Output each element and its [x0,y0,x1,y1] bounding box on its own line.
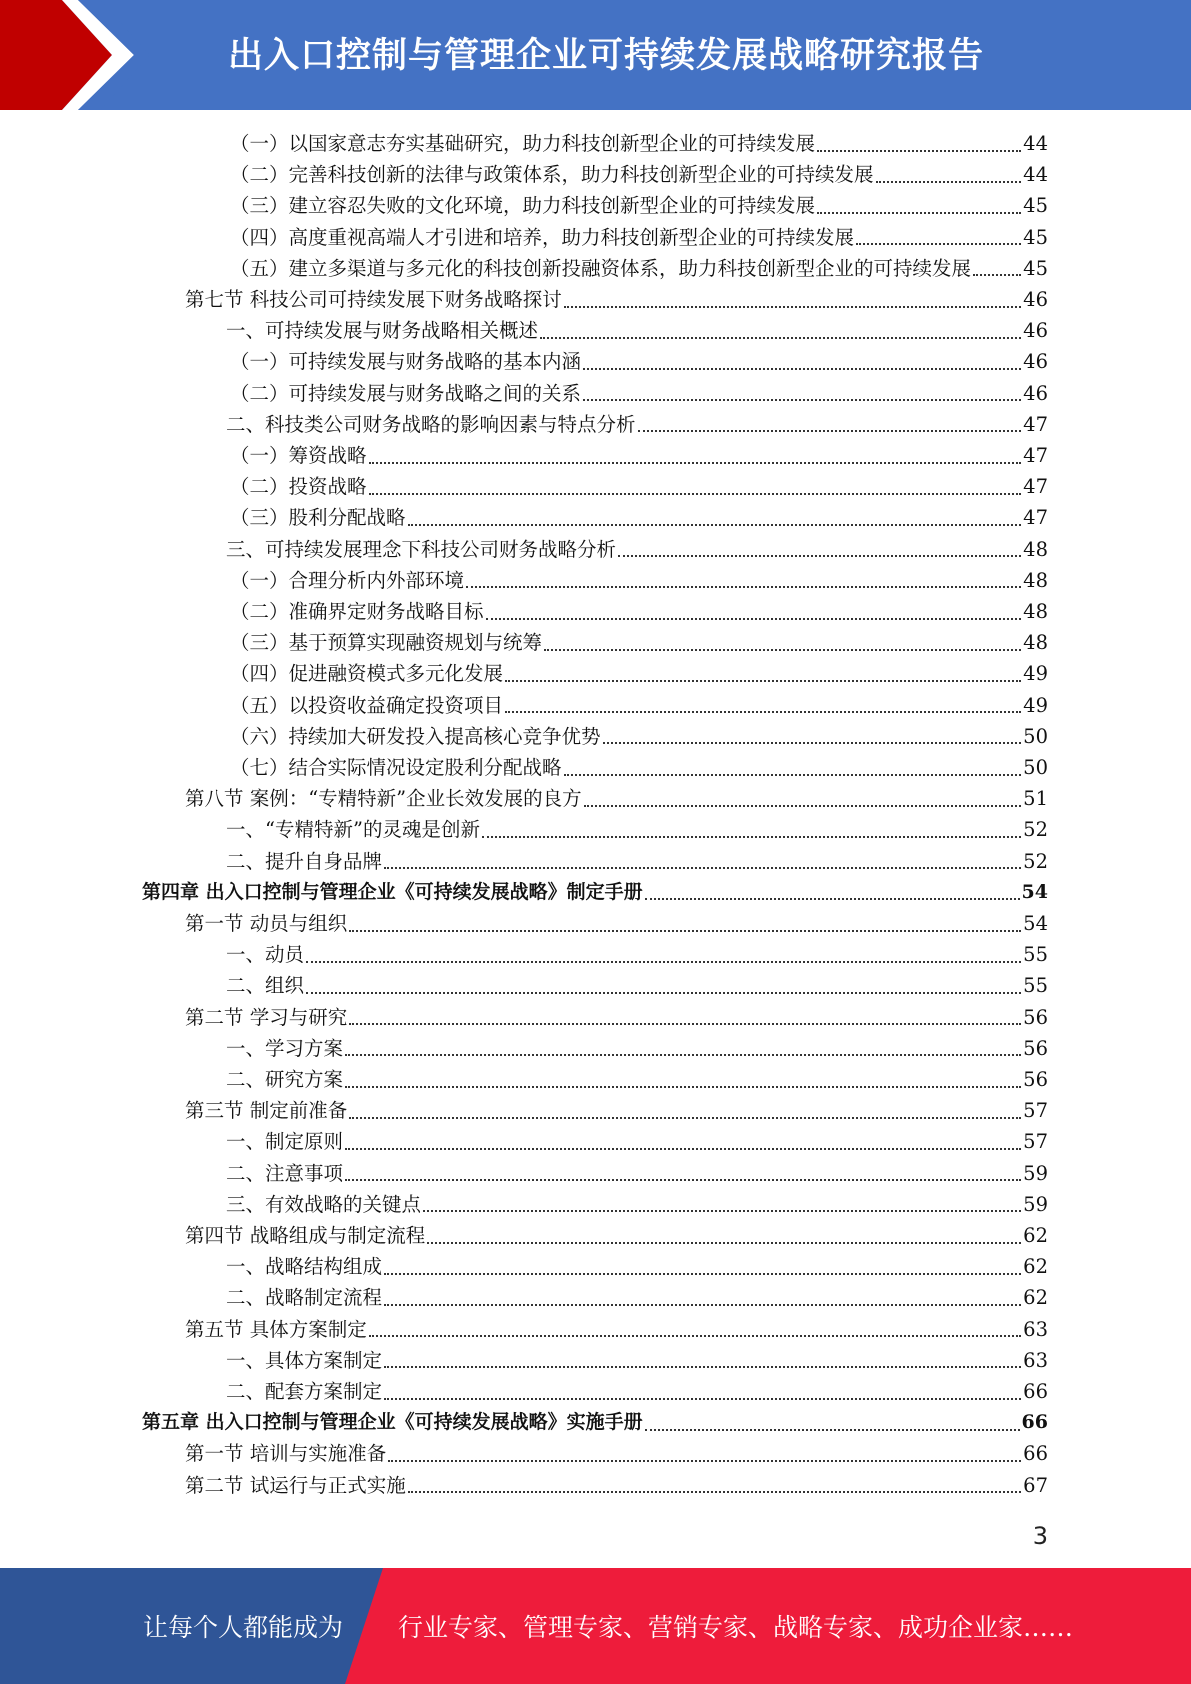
report-title: 出入口控制与管理企业可持续发展战略研究报告 [228,36,985,76]
toc-entry-title: （四）高度重视高端人才引进和培养，助力科技创新型企业的可持续发展 [230,225,855,249]
page-footer [0,1568,1191,1684]
toc-dot-leader [583,399,1021,401]
page-header [0,0,1191,110]
toc-entry[interactable] [142,877,1048,908]
toc-dot-leader [584,805,1022,807]
toc-dot-leader [423,1210,1021,1212]
toc-dot-leader [384,867,1021,869]
footer-slogan-right: 行业专家、管理专家、营销专家、战略专家、成功企业家…… [398,1613,1074,1642]
toc-entry-title: 二、研究方案 [226,1068,344,1091]
toc-entry-title: 第一节 动员与组织 [185,912,348,935]
toc-entry-page: 59 [1023,1192,1048,1216]
toc-entry-page: 67 [1023,1473,1048,1497]
toc-entry[interactable] [230,471,1048,502]
toc-dot-leader [583,368,1021,370]
toc-entry[interactable] [230,690,1048,721]
toc-entry[interactable] [230,190,1048,221]
toc-entry[interactable] [226,1251,1048,1282]
toc-entry[interactable] [185,1314,1048,1345]
toc-entry-page: 56 [1023,1068,1048,1091]
toc-entry[interactable] [185,1002,1048,1033]
toc-entry[interactable] [230,658,1048,689]
toc-entry-title: （三）股利分配战略 [230,506,406,530]
toc-dot-leader [645,1429,1020,1431]
toc-dot-leader [817,212,1021,214]
toc-entry-page: 56 [1023,1005,1048,1029]
toc-entry[interactable] [185,1438,1048,1469]
toc-entry[interactable] [230,502,1048,533]
toc-entry-title: （二）投资战略 [230,475,367,499]
toc-entry[interactable] [226,939,1048,970]
toc-entry[interactable] [230,596,1048,627]
toc-entry[interactable] [226,1033,1048,1064]
toc-entry-title: 一、学习方案 [226,1036,344,1060]
toc-entry-title: （二）可持续发展与财务战略之间的关系 [230,381,582,405]
toc-entry-page: 62 [1023,1224,1048,1247]
toc-entry[interactable] [226,1158,1048,1189]
toc-entry-page: 49 [1023,693,1048,717]
toc-entry-title: 二、科技类公司财务战略的影响因素与特点分析 [226,412,636,436]
toc-entry[interactable] [230,253,1048,284]
toc-entry[interactable] [226,1376,1048,1407]
toc-entry-title: 三、可持续发展理念下科技公司财务战略分析 [226,537,617,561]
toc-entry-title: （五）以投资收益确定投资项目 [230,693,504,717]
toc-entry-page: 52 [1023,849,1048,873]
toc-entry[interactable] [230,721,1048,752]
toc-entry-title: （四）促进融资模式多元化发展 [230,662,504,686]
toc-entry-title: 一、战略结构组成 [226,1255,383,1279]
toc-entry-page: 57 [1023,1099,1048,1123]
toc-dot-leader [603,742,1022,744]
toc-entry[interactable] [230,128,1048,159]
toc-entry[interactable] [185,1095,1048,1126]
toc-entry[interactable] [226,1282,1048,1313]
toc-entry-page: 50 [1023,724,1048,748]
toc-dot-leader [345,1179,1021,1181]
toc-entry-page: 62 [1023,1286,1048,1310]
toc-dot-leader [876,181,1022,183]
toc-entry[interactable] [230,752,1048,783]
toc-entry-page: 50 [1023,756,1048,779]
toc-dot-leader [349,930,1021,932]
toc-entry-title: （一）筹资战略 [230,444,367,467]
toc-dot-leader [306,992,1021,994]
toc-entry-title: 第五章 出入口控制与管理企业《可持续发展战略》实施手册 [142,1411,643,1434]
toc-entry-title: 二、组织 [226,974,305,998]
toc-entry[interactable] [226,846,1048,877]
toc-entry[interactable] [230,159,1048,190]
toc-entry[interactable] [226,409,1048,440]
page-number: 3 [1032,1522,1048,1550]
toc-dot-leader [638,430,1022,432]
toc-entry[interactable] [230,627,1048,658]
toc-dot-leader [486,618,1022,620]
toc-dot-leader [345,1086,1021,1088]
toc-dot-leader [408,524,1022,526]
toc-entry-title: （一）以国家意志夯实基础研究，助力科技创新型企业的可持续发展 [230,132,816,155]
toc-entry-page: 44 [1023,163,1048,187]
toc-entry-title: 一、可持续发展与财务战略相关概述 [226,319,539,343]
toc-dot-leader [349,1023,1021,1025]
toc-entry[interactable] [226,1345,1048,1376]
toc-dot-leader [345,1054,1021,1056]
toc-dot-leader [482,836,1021,838]
toc-dot-leader [564,774,1022,776]
toc-dot-leader [466,586,1021,588]
toc-entry[interactable] [230,565,1048,596]
toc-entry-title: （三）建立容忍失败的文化环境，助力科技创新型企业的可持续发展 [230,194,816,218]
toc-dot-leader [505,711,1021,713]
toc-entry-title: （一）合理分析内外部环境 [230,568,465,592]
toc-entry-title: 二、战略制定流程 [226,1286,383,1310]
toc-entry[interactable] [226,1126,1048,1157]
toc-entry-title: 第二节 学习与研究 [185,1005,348,1029]
toc-entry[interactable] [230,222,1048,253]
toc-entry-page: 47 [1023,475,1048,499]
toc-entry-page: 46 [1023,381,1048,405]
toc-entry-page: 66 [1021,1411,1048,1434]
toc-entry[interactable] [230,378,1048,409]
toc-dot-leader [505,680,1021,682]
toc-entry-page: 47 [1023,412,1048,436]
toc-entry-title: 第三节 制定前准备 [185,1099,348,1123]
toc-entry-title: 第八节 案例：“专精特新”企业长效发展的良方 [185,787,582,811]
toc-dot-leader [384,1398,1021,1400]
toc-entry[interactable] [185,1220,1048,1251]
toc-entry-page: 48 [1023,600,1048,623]
toc-entry-title: （六）持续加大研发投入提高核心竞争优势 [230,724,601,748]
toc-entry-page: 55 [1023,943,1048,967]
toc-dot-leader [384,1304,1021,1306]
toc-entry-title: 三、有效战略的关键点 [226,1192,422,1216]
toc-entry-page: 51 [1023,787,1048,811]
toc-entry-page: 63 [1023,1317,1048,1341]
toc-entry-page: 47 [1023,506,1048,530]
toc-dot-leader [645,898,1020,900]
toc-entry[interactable] [226,970,1048,1001]
toc-entry-title: 第一节 培训与实施准备 [185,1442,387,1466]
toc-entry-title: 一、“专精特新”的灵魂是创新 [226,818,480,842]
toc-entry-title: 第七节 科技公司可持续发展下财务战略探讨 [185,288,562,311]
toc-entry-page: 46 [1023,288,1048,311]
toc-dot-leader [349,1117,1021,1119]
toc-entry-title: 二、配套方案制定 [226,1380,383,1403]
toc-entry-title: 一、具体方案制定 [226,1348,383,1372]
toc-entry-title: （三）基于预算实现融资规划与统筹 [230,631,543,655]
toc-entry[interactable] [230,346,1048,377]
toc-entry-title: （二）准确界定财务战略目标 [230,600,484,623]
toc-entry-title: 第五节 具体方案制定 [185,1317,367,1341]
toc-entry[interactable] [185,908,1048,939]
toc-entry-title: （七）结合实际情况设定股利分配战略 [230,756,562,779]
toc-entry-page: 55 [1023,974,1048,998]
toc-entry[interactable] [226,534,1048,565]
toc-entry-page: 57 [1023,1130,1048,1154]
toc-entry-page: 54 [1021,880,1048,903]
footer-slogan-left: 让每个人都能成为 [143,1613,344,1642]
toc-dot-leader [369,1335,1021,1337]
toc-dot-leader [427,1242,1021,1244]
toc-dot-leader [856,243,1021,245]
toc-entry[interactable] [226,814,1048,845]
toc-entry-page: 45 [1023,225,1048,249]
toc-dot-leader [384,1366,1021,1368]
toc-entry-page: 44 [1023,132,1048,155]
toc-entry-page: 46 [1023,319,1048,343]
toc-entry-page: 49 [1023,662,1048,686]
toc-entry-page: 62 [1023,1255,1048,1279]
toc-entry[interactable] [230,440,1048,471]
toc-entry-title: （五）建立多渠道与多元化的科技创新投融资体系，助力科技创新型企业的可持续发展 [230,256,972,280]
toc-entry-title: 一、动员 [226,943,305,967]
toc-entry-page: 45 [1023,194,1048,218]
toc-dot-leader [973,274,1021,276]
toc-entry[interactable] [142,1407,1048,1438]
toc-entry-title: （二）完善科技创新的法律与政策体系，助力科技创新型企业的可持续发展 [230,163,874,187]
toc-entry-page: 45 [1023,256,1048,280]
toc-entry-page: 46 [1023,350,1048,374]
toc-dot-leader [384,1273,1021,1275]
toc-entry[interactable] [226,1189,1048,1220]
toc-entry[interactable] [185,1470,1048,1501]
toc-entry[interactable] [185,783,1048,814]
toc-entry[interactable] [226,1064,1048,1095]
toc-entry-title: 二、提升自身品牌 [226,849,383,873]
toc-entry-page: 54 [1023,912,1048,935]
toc-entry-page: 59 [1023,1161,1048,1185]
toc-dot-leader [540,337,1021,339]
toc-entry-page: 66 [1023,1380,1048,1403]
toc-entry[interactable] [226,315,1048,346]
toc-dot-leader [369,462,1022,464]
toc-entry-title: 一、制定原则 [226,1130,344,1154]
toc-dot-leader [388,1460,1021,1462]
toc-dot-leader [618,555,1021,557]
toc-entry[interactable] [185,284,1048,315]
toc-entry-page: 63 [1023,1348,1048,1372]
toc-dot-leader [345,1148,1021,1150]
toc-dot-leader [306,961,1021,963]
toc-entry-title: 二、注意事项 [226,1161,344,1185]
toc-entry-title: 第四节 战略组成与制定流程 [185,1224,426,1247]
toc-dot-leader [544,649,1021,651]
toc-dot-leader [817,150,1021,152]
toc-entry-page: 48 [1023,537,1048,561]
toc-dot-leader [408,1491,1021,1493]
toc-entry-page: 56 [1023,1036,1048,1060]
header-arrow-decoration [0,0,170,110]
toc-entry-page: 66 [1023,1442,1048,1466]
toc-dot-leader [369,493,1022,495]
toc-entry-page: 48 [1023,568,1048,592]
toc-entry-title: 第二节 试运行与正式实施 [185,1473,406,1497]
toc-entry-title: （一）可持续发展与财务战略的基本内涵 [230,350,582,374]
toc-entry-page: 52 [1023,818,1048,842]
toc-entry-page: 48 [1023,631,1048,655]
toc-entry-title: 第四章 出入口控制与管理企业《可持续发展战略》制定手册 [142,880,643,903]
toc-dot-leader [564,306,1021,308]
toc-entry-page: 47 [1023,444,1048,467]
